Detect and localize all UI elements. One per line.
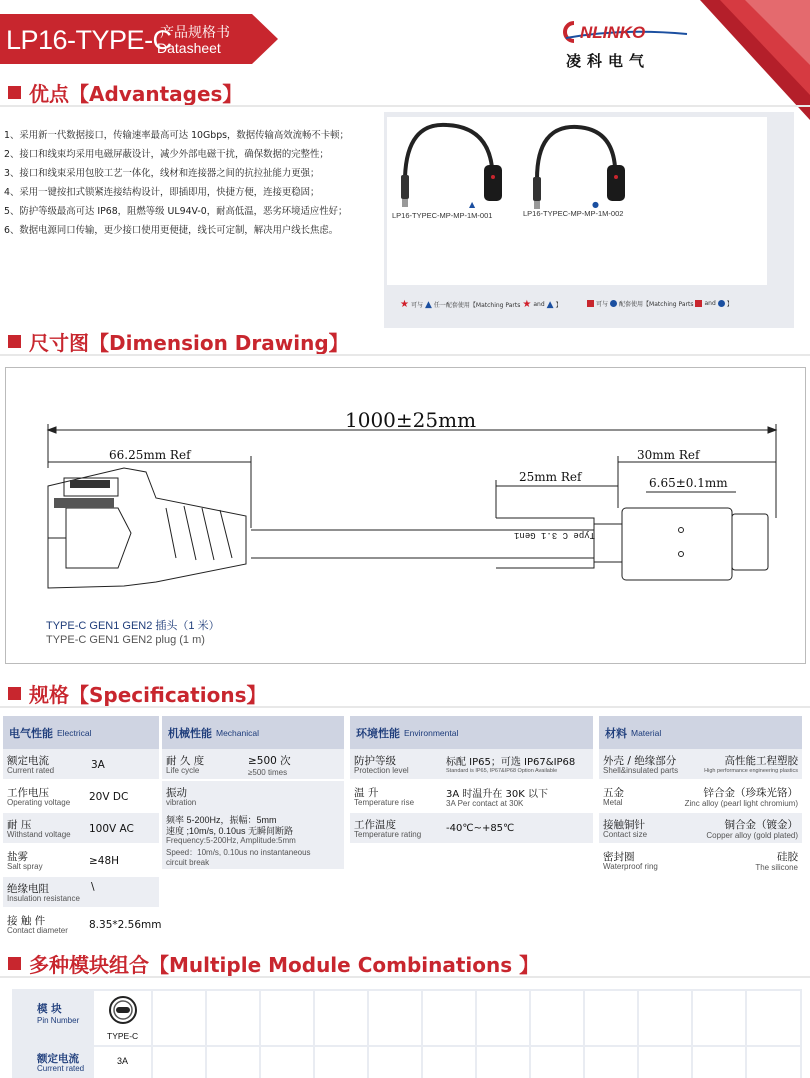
matching-legend-left [400, 299, 562, 310]
modules-heading [8, 949, 539, 977]
spec-key: 接 触 件 [7, 915, 46, 927]
product-photo [387, 117, 767, 285]
module-cell [747, 991, 800, 1045]
spec-key-en: Contact size [603, 830, 648, 839]
table-row [3, 781, 159, 813]
table-row [350, 749, 593, 781]
corner-ribbon [690, 0, 810, 130]
current-rated-label: 额定电流 [37, 1053, 79, 1065]
module-type: TYPE-C [107, 1031, 139, 1041]
table-row [3, 813, 159, 845]
left-ref-label: 66.25mm Ref [109, 448, 191, 462]
legend-text: and [704, 300, 716, 307]
spec-value: 8.35*2.56mm [89, 919, 162, 931]
advantages-title: 优点【Advantages】 [29, 81, 243, 106]
svg-text:NLINKO: NLINKO [580, 23, 646, 42]
spec-key: 耐 久 度 [166, 755, 205, 767]
dimension-caption-cn: TYPE-C GEN1 GEN2 插头（1 米） [46, 620, 220, 632]
spec-key-en: Contact diameter [7, 926, 68, 935]
header-en: Electrical [57, 727, 92, 738]
triangle-icon: ▲ [546, 299, 554, 310]
table-row [162, 781, 344, 871]
pin-number-label-en: Pin Number [37, 1016, 80, 1025]
spec-value: 3A 时温升在 30K 以下 [446, 789, 549, 800]
module-cell [207, 1047, 259, 1078]
module-cell [261, 991, 313, 1045]
spec-value-en: Standard is IP65, IP67&IP68 Option Available [446, 768, 558, 774]
table-row [599, 749, 802, 781]
module-cell [747, 1047, 800, 1078]
header-cn: 材料 [605, 726, 627, 740]
spec-key-en: Salt spray [7, 862, 43, 871]
spec-key-en: Insulation resistance [7, 894, 80, 903]
spec-value: ≥48H [89, 855, 120, 867]
tip-label: 6.65±0.1mm [649, 476, 728, 490]
spec-key-en: Withstand voltage [7, 830, 71, 839]
square-icon [695, 300, 702, 307]
spec-value: 标配 IP65；可选 IP67&IP68 [446, 757, 576, 768]
circle-icon [718, 300, 725, 307]
spec-key: 振动 [166, 787, 187, 799]
spec-value: 硅胶 [777, 851, 798, 863]
spec-value-en: High performance engineering plastics [704, 768, 798, 774]
star-icon: ★ [522, 299, 532, 310]
module-cell [423, 991, 475, 1045]
legend-text: 可与 [410, 302, 423, 309]
module-cell [261, 1047, 313, 1078]
module-cell [315, 1047, 367, 1078]
list-item: 6、数据电源同口传输，更少接口使用更便捷，线长可定制，解决用户线长焦虑。 [4, 225, 339, 236]
table-row [3, 749, 159, 781]
module-cell [207, 991, 259, 1045]
electrical-header [3, 716, 159, 749]
spec-key-en: Waterproof ring [603, 862, 658, 871]
list-item: 2、接口和线束均采用电磁屏蔽设计，减少外部电磁干扰，确保数据的完整性； [4, 149, 329, 160]
spec-key: 耐 压 [7, 819, 32, 831]
module-cell [693, 1047, 745, 1078]
spec-key-en: Current rated [7, 766, 55, 775]
legend-text: 可与 [596, 301, 609, 308]
spec-value: 高性能工程塑胶 [724, 755, 798, 767]
photo-caption-2: LP16-TYPEC-MP-MP-1M-002 [523, 209, 624, 218]
section-bullet [8, 687, 21, 700]
spec-key-en: Life cycle [166, 766, 200, 775]
cable-print: Type C 3.1 Gen1 [513, 530, 595, 540]
spec-key-en: Shell&insulated parts [603, 766, 679, 775]
vibration-line: Speed：10m/s, 0.10us no instantaneous [166, 848, 311, 857]
header-en: Mechanical [216, 727, 259, 738]
module-cell [477, 1047, 529, 1078]
legend-text: 任一配套使用【Matching Parts [433, 302, 521, 309]
legend-text: and [533, 301, 545, 308]
list-item: 3、接口和线束采用包胶工艺一体化，线材和连接器之间的抗拉扯能力更强； [4, 168, 320, 179]
spec-value: 锌合金（珍珠光铬） [703, 787, 798, 799]
list-item: 1、采用新一代数据接口，传输速率最高可达 10Gbps，数据传输高效流畅不卡顿； [4, 130, 349, 141]
module-cell [639, 1047, 691, 1078]
spec-key: 密封圈 [603, 851, 635, 863]
module-cell [639, 991, 691, 1045]
total-length-label: 1000±25mm [345, 408, 477, 432]
list-item: 4、采用一键按扣式锁紧连接结构设计，即插即用，快捷方便，连接更稳固； [4, 187, 320, 198]
spec-key: 防护等级 [354, 755, 396, 767]
spec-value: 铜合金（镀金） [724, 819, 798, 831]
legend-text: 】 [726, 301, 733, 308]
section-divider [0, 105, 810, 107]
spec-value: 3A [91, 759, 105, 771]
type-c-port-icon [108, 995, 138, 1025]
legend-text: 】 [555, 302, 562, 309]
module-cell [315, 991, 367, 1045]
circle-icon [610, 300, 617, 307]
module-cell [585, 1047, 637, 1078]
spec-key-en: Temperature rise [354, 798, 415, 807]
photo-caption-1: LP16-TYPEC-MP-MP-1M-001 [392, 211, 493, 220]
mid-ref-label: 25mm Ref [519, 470, 582, 484]
svg-text:▲: ▲ [469, 200, 476, 209]
spec-value-en: 3A Per contact at 30K [446, 799, 524, 808]
triangle-icon: ▲ [424, 299, 432, 310]
mechanical-column [162, 716, 344, 871]
module-table [12, 989, 802, 1078]
header-cn: 环境性能 [356, 726, 400, 740]
environmental-column [350, 716, 593, 845]
spec-value: ≥500 次 [248, 755, 291, 767]
spec-key: 工作电压 [7, 787, 49, 799]
spec-key-en: vibration [166, 798, 197, 807]
table-row [599, 845, 802, 877]
vibration-line: Frequency:5-200Hz, Amplitude:5mm [166, 836, 296, 845]
spec-key: 盐雾 [7, 851, 28, 863]
spec-key: 工作温度 [354, 819, 396, 831]
table-row [3, 877, 159, 909]
table-row [599, 813, 802, 845]
vibration-line: circuit break [166, 858, 210, 867]
spec-key: 外壳 / 绝缘部分 [603, 755, 677, 767]
section-bullet [8, 86, 21, 99]
svg-text:●: ● [592, 200, 599, 209]
dimension-heading [8, 327, 349, 355]
matching-legend-right [587, 299, 733, 308]
header-cn: 电气性能 [9, 726, 53, 740]
table-row [3, 909, 162, 941]
mechanical-header [162, 716, 344, 749]
section-divider [0, 354, 810, 356]
right-ref-label: 30mm Ref [637, 448, 700, 462]
table-row [162, 749, 344, 781]
brand-logo [562, 20, 692, 44]
table-row [599, 781, 802, 813]
pin-number-label: 模 块 [37, 1003, 62, 1015]
spec-key-en: Metal [603, 798, 623, 807]
header-en: Material [631, 727, 662, 738]
material-header [599, 716, 802, 749]
electrical-column [3, 716, 162, 941]
section-divider [0, 976, 810, 978]
section-bullet [8, 957, 21, 970]
vibration-line: 频率 5-200Hz，振幅：5mm [166, 815, 277, 825]
table-row [350, 781, 593, 813]
square-icon [587, 300, 594, 307]
spec-value-en: Zinc alloy (pearl light chromium) [684, 799, 798, 808]
advantages-list [4, 126, 349, 240]
module-cell [531, 1047, 583, 1078]
module-cell [369, 991, 421, 1045]
table-row [3, 845, 159, 877]
legend-text: 配套使用【Matching Parts [619, 301, 694, 308]
current-rated-label-en: Current rated [37, 1064, 85, 1073]
list-item: 5、防护等级最高可达 IP68，阻燃等级 UL94V-0，耐高低温，恶劣环境适应性好； [4, 206, 348, 217]
spec-key: 接触铜针 [603, 819, 645, 831]
module-cell [477, 991, 529, 1045]
header-en: Environmental [404, 727, 459, 738]
spec-value-en: The silicone [755, 863, 798, 872]
spec-key-en: Protection level [354, 766, 409, 775]
table-row [350, 813, 593, 845]
modules-title: 多种模块组合【Multiple Module Combinations 】 [29, 952, 540, 977]
section-divider [0, 706, 810, 708]
advantages-heading [8, 78, 242, 106]
spec-value-en: Copper alloy (gold plated) [706, 831, 798, 840]
module-cell [693, 991, 745, 1045]
header-cn: 机械性能 [168, 726, 212, 740]
star-icon: ★ [400, 299, 409, 310]
module-cell [369, 1047, 421, 1078]
spec-key: 五金 [603, 787, 624, 799]
spec-key: 额定电流 [7, 755, 49, 767]
specifications-title: 规格【Specifications】 [29, 682, 267, 707]
spec-value: 20V DC [89, 791, 129, 803]
spec-key-en: Temperature rating [354, 830, 422, 839]
spec-key-en: Operating voltage [7, 798, 71, 807]
specifications-heading [8, 679, 266, 707]
brand-name-cn: 凌科电气 [566, 52, 651, 70]
module-cell [153, 1047, 205, 1078]
doc-title-en: Datasheet [157, 40, 221, 56]
section-bullet [8, 335, 21, 348]
module-cell [153, 991, 205, 1045]
spec-value: -40℃~+85℃ [446, 823, 515, 834]
material-column [599, 716, 802, 877]
product-title: LP16-TYPE-C [6, 25, 172, 55]
module-cell [423, 1047, 475, 1078]
spec-value-en: ≥500 times [248, 768, 288, 777]
spec-value: \ [91, 881, 95, 893]
module-cell [531, 991, 583, 1045]
spec-key: 温 升 [354, 787, 379, 799]
spec-value: 100V AC [89, 823, 134, 835]
vibration-line: 速度 ;10m/s, 0.10us 无瞬间断路 [166, 826, 294, 836]
spec-key: 绝缘电阻 [7, 883, 49, 895]
environmental-header [350, 716, 593, 749]
module-cell [585, 991, 637, 1045]
doc-title-cn: 产品规格书 [160, 25, 230, 41]
module-current: 3A [117, 1056, 129, 1066]
dimension-caption-en: TYPE-C GEN1 GEN2 plug (1 m) [46, 634, 205, 646]
dimension-title: 尺寸图【Dimension Drawing】 [29, 330, 349, 355]
